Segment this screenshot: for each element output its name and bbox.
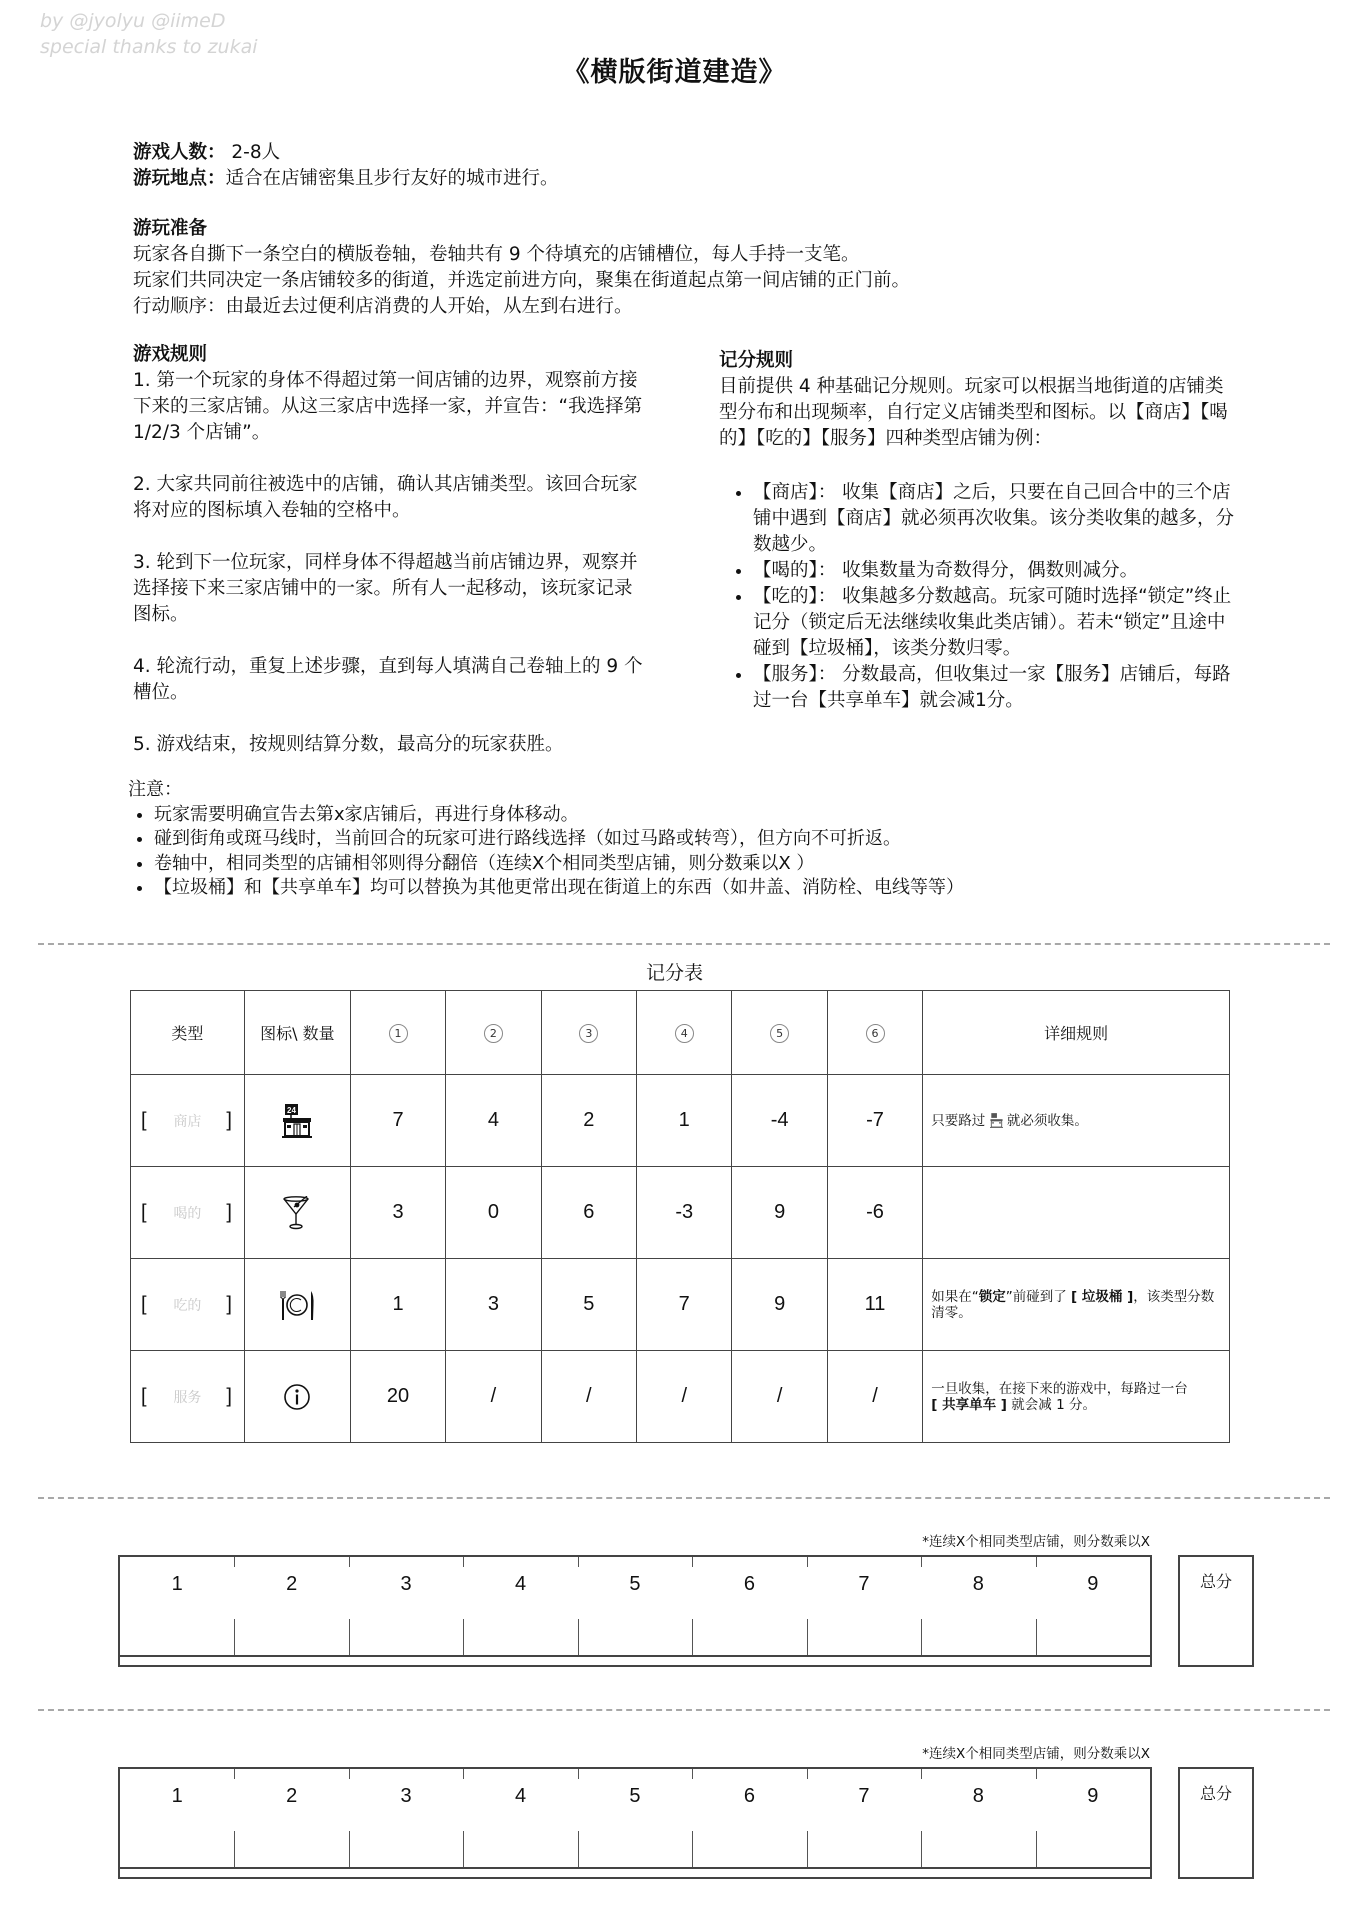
notes-section — [128, 778, 1278, 901]
score-value: 7 — [350, 1075, 445, 1167]
preparation-line: 行动顺序：由最近去过便利店消费的人开始，从左到右进行。 — [133, 296, 633, 317]
slot-divider-bottom — [807, 1619, 808, 1655]
note-item: • 碰到街角或斑马线时，当前回合的玩家可进行路线选择（如过马路或转弯），但方向不可折返。 — [154, 827, 1278, 852]
slot-divider-top — [578, 1769, 579, 1779]
bracket-close: ] — [226, 1385, 232, 1407]
game-rules-heading: 游戏规则 — [133, 344, 208, 365]
convenience-store-24-icon — [990, 1113, 1003, 1128]
slot-number: 2 — [286, 1785, 298, 1807]
score-value: / — [637, 1351, 732, 1443]
rule-step: 5. 游戏结束，按规则结算分数，最高分的玩家获胜。 — [133, 734, 564, 755]
slot-divider-bottom — [578, 1619, 579, 1655]
rule-step: 2. 大家共同前往被选中的店铺，确认其店铺类型。该回合玩家将对应的图标填入卷轴的空格中。 — [133, 474, 638, 521]
detail-text: 如果在“ — [931, 1288, 979, 1305]
count-circle: 1 — [389, 1024, 408, 1043]
score-value: 2 — [541, 1075, 636, 1167]
score-value: 3 — [446, 1259, 541, 1351]
slot-number: 4 — [514, 1573, 527, 1595]
strip-slot[interactable] — [349, 1769, 463, 1867]
type-cell — [131, 1351, 245, 1443]
strip-base-line — [120, 1867, 1150, 1869]
slot-number: 3 — [400, 1785, 412, 1807]
scroll-strip[interactable] — [118, 1767, 1152, 1879]
icon-cell — [244, 1167, 350, 1259]
bracket-open: [ — [141, 1385, 147, 1407]
table-row-food — [131, 1259, 1230, 1351]
score-value: / — [541, 1351, 636, 1443]
slot-divider-bottom — [692, 1831, 693, 1867]
slot-divider-top — [1036, 1769, 1037, 1779]
type-name: 服务 — [173, 1390, 202, 1406]
bracket-open: [ — [141, 1201, 147, 1223]
detail-rule — [923, 1351, 1230, 1443]
slot-divider-bottom — [921, 1831, 922, 1867]
players-line — [133, 140, 559, 166]
total-score-box[interactable] — [1178, 1767, 1254, 1879]
slot-number: 9 — [1087, 1785, 1099, 1807]
location-value: 适合在店铺密集且步行友好的城市进行。 — [225, 168, 559, 189]
slot-divider-top — [578, 1557, 579, 1567]
score-value: -4 — [732, 1075, 827, 1167]
strip-slot[interactable] — [234, 1557, 348, 1655]
slot-divider-top — [234, 1769, 235, 1779]
slot-divider-top — [463, 1557, 464, 1567]
slot-divider-top — [349, 1769, 350, 1779]
count-circle: 4 — [675, 1024, 694, 1043]
strip-slot[interactable] — [1036, 1557, 1150, 1655]
total-score-box[interactable] — [1178, 1555, 1254, 1667]
header-count-3 — [541, 991, 636, 1075]
preparation-line: 玩家各自撕下一条空白的横版卷轴，卷轴共有 9 个待填充的店铺槽位，每人手持一支笔。 — [133, 244, 860, 265]
detail-text: 就会减 1 分。 — [1006, 1396, 1096, 1413]
strip-note: *连续X个相同类型店铺，则分数乘以X — [922, 1534, 1150, 1550]
score-value: -7 — [827, 1075, 922, 1167]
score-table-header — [131, 991, 1230, 1075]
score-value: 1 — [350, 1259, 445, 1351]
score-value: / — [446, 1351, 541, 1443]
slot-divider-top — [921, 1557, 922, 1567]
header-icon-count: 图标\ 数量 — [244, 991, 350, 1075]
icon-cell — [244, 1259, 350, 1351]
slot-divider-top — [807, 1769, 808, 1779]
slot-number: 5 — [629, 1573, 641, 1595]
slot-number: 8 — [972, 1785, 984, 1807]
slot-divider-bottom — [463, 1619, 464, 1655]
type-name: 商店 — [173, 1114, 202, 1130]
note-item: • 卷轴中，相同类型的店铺相邻则得分翻倍（连续X个相同类型店铺，则分数乘以X ） — [154, 852, 1278, 877]
score-value: 4 — [446, 1075, 541, 1167]
detail-text: ，该类型分数清零。 — [931, 1288, 1215, 1321]
notes-list — [128, 803, 1278, 901]
slot-number: 6 — [743, 1573, 755, 1595]
cut-line — [38, 943, 1330, 945]
strip-slot[interactable] — [578, 1769, 692, 1867]
slot-divider-top — [692, 1557, 693, 1567]
strip-slot[interactable] — [921, 1557, 1035, 1655]
table-row-shop — [131, 1075, 1230, 1167]
slot-divider-top — [921, 1769, 922, 1779]
slot-divider-bottom — [463, 1831, 464, 1867]
score-value: / — [732, 1351, 827, 1443]
score-value: 0 — [446, 1167, 541, 1259]
slot-divider-bottom — [921, 1619, 922, 1655]
strip-slot[interactable] — [692, 1769, 806, 1867]
players-value: 2-8人 — [225, 142, 281, 163]
count-circle: 6 — [866, 1024, 885, 1043]
type-cell — [131, 1259, 245, 1351]
score-value: 3 — [350, 1167, 445, 1259]
scoring-rules-heading: 记分规则 — [719, 350, 794, 371]
score-value: 5 — [541, 1259, 636, 1351]
detail-text: ”前碰到了 — [1005, 1288, 1072, 1305]
type-name: 吃的 — [173, 1298, 202, 1314]
count-circle: 3 — [579, 1024, 598, 1043]
strip-slot[interactable] — [1036, 1769, 1150, 1867]
type-cell — [131, 1075, 245, 1167]
strip-slot[interactable] — [349, 1557, 463, 1655]
credit-line-1: by @jyolyu @iimeD — [40, 10, 226, 32]
credit-line-2: special thanks to zukai — [40, 36, 258, 58]
score-value: -6 — [827, 1167, 922, 1259]
count-circle: 2 — [484, 1024, 503, 1043]
header-count-4 — [637, 991, 732, 1075]
detail-rule — [923, 1259, 1230, 1351]
type-name: 喝的 — [173, 1206, 202, 1222]
slot-divider-bottom — [578, 1831, 579, 1867]
strip-slot[interactable] — [120, 1769, 234, 1867]
page-title: 《横版街道建造》 — [562, 57, 787, 88]
scoring-rule-drink: • 【喝的】： 收集数量为奇数得分，偶数则减分。 — [753, 558, 1239, 584]
table-row-drink — [131, 1167, 1230, 1259]
header-count-1 — [350, 991, 445, 1075]
preparation-line: 玩家们共同决定一条店铺较多的街道，并选定前进方向，聚集在街道起点第一间店铺的正门前。 — [133, 270, 911, 291]
slot-number: 9 — [1087, 1573, 1099, 1595]
scoring-rule-food: • 【吃的】： 收集越多分数越高。玩家可随时选择“锁定”终止记分（锁定后无法继续收集此类店铺）。若未“锁定”且途中碰到【垃圾桶】，该类分数归零。 — [753, 584, 1239, 662]
header-detail: 详细规则 — [923, 991, 1230, 1075]
slot-number: 6 — [743, 1785, 755, 1807]
score-value: 1 — [637, 1075, 732, 1167]
strip-base-line — [120, 1655, 1150, 1657]
notes-heading: 注意： — [128, 779, 182, 800]
detail-text-bold: [ 垃圾桶 ] — [1071, 1288, 1134, 1305]
detail-text: 只要路过 — [931, 1112, 990, 1129]
location-line — [133, 166, 559, 192]
bracket-open: [ — [141, 1109, 147, 1131]
note-item: • 玩家需要明确宣告去第x家店铺后，再进行身体移动。 — [154, 803, 1278, 828]
scoring-rule-service: • 【服务】： 分数最高，但收集过一家【服务】店铺后，每路过一台【共享单车】就会减1分。 — [753, 662, 1239, 714]
slot-number: 3 — [400, 1573, 412, 1595]
slot-divider-top — [234, 1557, 235, 1567]
bracket-open: [ — [141, 1293, 147, 1315]
detail-text: 一旦收集，在接下来的游戏中，每路过一台 — [931, 1380, 1188, 1397]
bracket-close: ] — [226, 1293, 232, 1315]
strip-note: *连续X个相同类型店铺，则分数乘以X — [922, 1746, 1150, 1762]
slot-divider-top — [1036, 1557, 1037, 1567]
header-count-6 — [827, 991, 922, 1075]
total-label: 总分 — [1199, 1784, 1232, 1803]
score-value: 9 — [732, 1167, 827, 1259]
score-value: 7 — [637, 1259, 732, 1351]
score-value: -3 — [637, 1167, 732, 1259]
scoring-rules-intro: 目前提供 4 种基础记分规则。玩家可以根据当地街道的店铺类型分布和出现频率，自行定义店铺类型和图标。以【商店】【喝的】【吃的】【服务】四种类型店铺为例： — [719, 376, 1228, 449]
header-count-2 — [446, 991, 541, 1075]
slot-divider-bottom — [1036, 1619, 1037, 1655]
slot-number: 4 — [514, 1785, 527, 1807]
scoring-rules-list — [719, 480, 1239, 714]
slot-divider-bottom — [692, 1619, 693, 1655]
slot-divider-top — [807, 1557, 808, 1567]
rule-step: 4. 轮流行动，重复上述步骤，直到每人填满自己卷轴上的 9 个槽位。 — [133, 656, 643, 703]
strip-slot[interactable] — [120, 1557, 234, 1655]
score-value: 11 — [827, 1259, 922, 1351]
strip-slot[interactable] — [578, 1557, 692, 1655]
slot-divider-top — [692, 1769, 693, 1779]
type-cell — [131, 1167, 245, 1259]
score-table-title: 记分表 — [645, 962, 703, 984]
game-info — [133, 140, 559, 192]
slot-divider-bottom — [807, 1831, 808, 1867]
header-type: 类型 — [131, 991, 245, 1075]
score-value: 6 — [541, 1167, 636, 1259]
score-value: 9 — [732, 1259, 827, 1351]
slot-divider-bottom — [349, 1831, 350, 1867]
slot-number: 8 — [972, 1573, 984, 1595]
info-circle-icon — [283, 1383, 311, 1411]
slot-number: 7 — [858, 1573, 870, 1595]
table-row-service — [131, 1351, 1230, 1443]
location-label: 游玩地点： — [133, 168, 226, 189]
rule-step: 3. 轮到下一位玩家，同样身体不得超越当前店铺边界，观察并选择接下来三家店铺中的一家。所有人一起移动，该玩家记录图标。 — [133, 552, 638, 625]
slot-number: 1 — [171, 1785, 183, 1807]
bracket-close: ] — [226, 1201, 232, 1223]
slot-divider-bottom — [1036, 1831, 1037, 1867]
scroll-strip[interactable] — [118, 1555, 1152, 1667]
note-item: • 【垃圾桶】和【共享单车】均可以替换为其他更常出现在街道上的东西（如井盖、消防栓、电线等等） — [154, 876, 1278, 901]
score-table — [130, 990, 1230, 1443]
preparation-section — [133, 216, 1233, 320]
fork-plate-knife-icon — [278, 1289, 316, 1321]
score-value: / — [827, 1351, 922, 1443]
count-circle: 5 — [770, 1024, 789, 1043]
convenience-store-24-icon — [282, 1104, 312, 1138]
slot-divider-bottom — [234, 1619, 235, 1655]
strip-slot[interactable] — [807, 1769, 921, 1867]
scoring-rule-shop: • 【商店】： 收集【商店】之后，只要在自己回合中的三个店铺中遇到【商店】就必须再次收集。该分类收集的越多，分数越少。 — [753, 480, 1239, 558]
slot-divider-top — [463, 1769, 464, 1779]
strip-slot[interactable] — [463, 1769, 577, 1867]
strip-slot[interactable] — [234, 1769, 348, 1867]
icon-cell — [244, 1075, 350, 1167]
strip-slot[interactable] — [807, 1557, 921, 1655]
players-label: 游戏人数： — [133, 142, 226, 163]
detail-rule — [923, 1075, 1230, 1167]
cut-line — [38, 1709, 1330, 1711]
game-rules-section — [133, 342, 643, 758]
bracket-close: ] — [226, 1109, 232, 1131]
strip-slot[interactable] — [463, 1557, 577, 1655]
slot-divider-top — [349, 1557, 350, 1567]
detail-text-bold: [ 共享单车 ] — [931, 1396, 1007, 1413]
slot-number: 1 — [171, 1573, 183, 1595]
strip-slot[interactable] — [921, 1769, 1035, 1867]
header-count-5 — [732, 991, 827, 1075]
detail-text-bold: 锁定 — [978, 1288, 1006, 1305]
svg-text:24: 24 — [287, 1105, 297, 1115]
preparation-heading: 游玩准备 — [133, 218, 208, 239]
cocktail-glass-icon — [283, 1196, 311, 1230]
icon-cell — [244, 1351, 350, 1443]
detail-rule — [923, 1167, 1230, 1259]
rule-step: 1. 第一个玩家的身体不得超过第一间店铺的边界，观察前方接下来的三家店铺。从这三家店中选择一家，并宣告：“我选择第 1/2/3 个店铺”。 — [133, 370, 643, 443]
scoring-rules-section — [719, 348, 1239, 714]
slot-divider-bottom — [349, 1619, 350, 1655]
total-label: 总分 — [1199, 1572, 1232, 1591]
cut-line — [38, 1497, 1330, 1499]
detail-text: 就必须收集。 — [1002, 1112, 1088, 1129]
slot-number: 7 — [858, 1785, 870, 1807]
score-value: 20 — [350, 1351, 445, 1443]
slot-number: 5 — [629, 1785, 641, 1807]
strip-slot[interactable] — [692, 1557, 806, 1655]
slot-number: 2 — [286, 1573, 298, 1595]
slot-divider-bottom — [234, 1831, 235, 1867]
